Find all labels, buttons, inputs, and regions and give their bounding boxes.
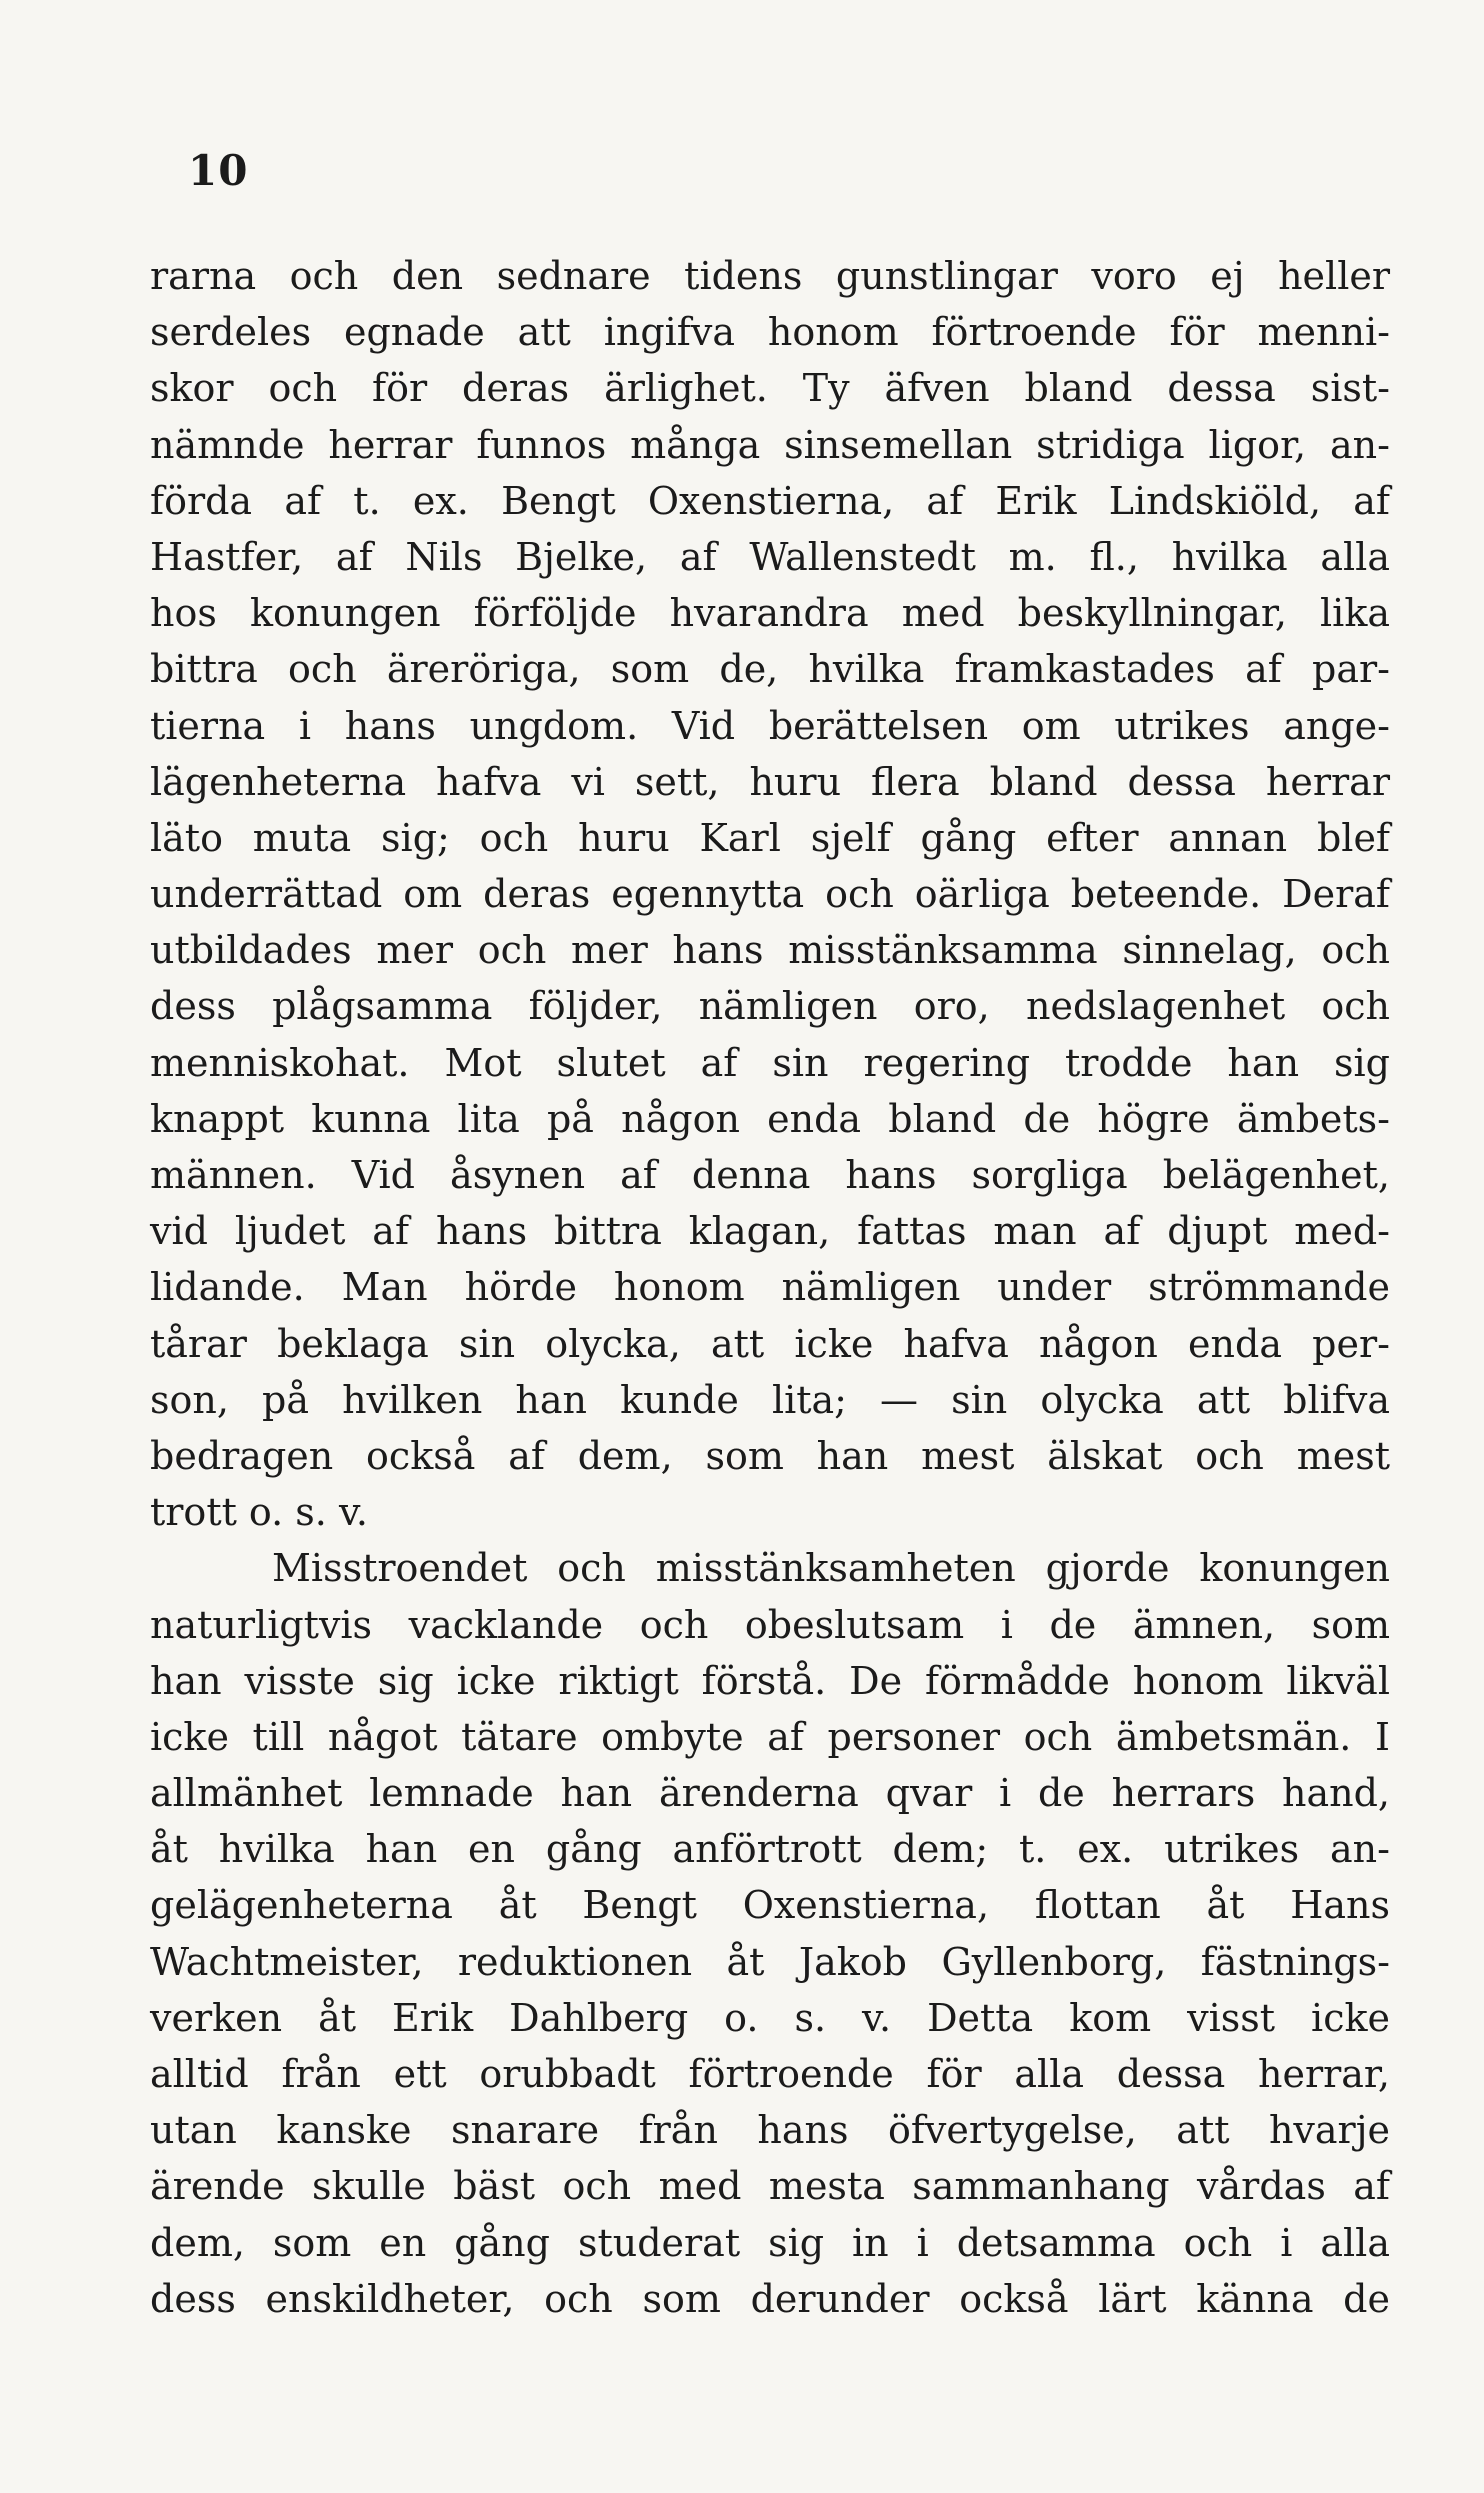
text-line: bittra och äreröriga, som de, hvilka framkastades af par-	[150, 647, 1390, 692]
text-line: utbildades mer och mer hans misstänksamma sinnelag, och	[150, 928, 1390, 973]
text-line: vid ljudet af hans bittra klagan, fattas man af djupt med-	[150, 1209, 1390, 1254]
text-line: hos konungen förföljde hvarandra med beskyllningar, lika	[150, 591, 1390, 636]
text-line: skor och för deras ärlighet. Ty äfven bland dessa sist-	[150, 366, 1390, 411]
text-line: menniskohat. Mot slutet af sin regering trodde han sig	[150, 1040, 1390, 1085]
text-line: nämnde herrar funnos många sinsemellan stridiga ligor, an-	[150, 422, 1390, 467]
text-line: underrättad om deras egennytta och oärliga beteende. Deraf	[150, 872, 1390, 917]
text-line: dess plågsamma följder, nämligen oro, nedslagenhet och	[150, 984, 1390, 1029]
text-line: förda af t. ex. Bengt Oxenstierna, af Erik Lindskiöld, af	[150, 478, 1390, 523]
text-line: gelägenheterna åt Bengt Oxenstierna, flottan åt Hans	[150, 1883, 1390, 1928]
text-line: läto muta sig; och huru Karl sjelf gång efter annan blef	[150, 815, 1390, 860]
text-line: knappt kunna lita på någon enda bland de högre ämbets-	[150, 1096, 1390, 1141]
text-line: Hastfer, af Nils Bjelke, af Wallenstedt m. fl., hvilka alla	[150, 534, 1390, 579]
text-line: alltid från ett orubbadt förtroende för alla dessa herrar,	[150, 2052, 1390, 2096]
text-line: dem, som en gång studerat sig in i detsamma och i alla	[150, 2220, 1390, 2265]
paragraph-start-line: Misstroendet och misstänksamheten gjorde konungen	[272, 1546, 1390, 1591]
paragraph-end-line: trott o. s. v.	[150, 1490, 368, 1535]
text-line: Wachtmeister, reduktionen åt Jakob Gyllenborg, fästnings-	[150, 1939, 1390, 1984]
page-number: 10	[188, 146, 249, 195]
text-line: verken åt Erik Dahlberg o. s. v. Detta kom visst icke	[150, 1995, 1390, 2040]
text-line: tierna i hans ungdom. Vid berättelsen om utrikes ange-	[150, 703, 1390, 748]
text-line: åt hvilka han en gång anförtrott dem; t. ex. utrikes an-	[150, 1827, 1390, 1872]
text-line: ärende skulle bäst och med mesta sammanhang vårdas af	[150, 2164, 1390, 2209]
text-line: naturligtvis vacklande och obeslutsam i de ämnen, som	[150, 1602, 1390, 1647]
body-text	[150, 248, 1390, 2327]
text-line: männen. Vid åsynen af denna hans sorgliga belägenhet,	[150, 1153, 1390, 1197]
text-line: rarna och den sednare tidens gunstlingar voro ej heller	[150, 254, 1390, 298]
text-line: lidande. Man hörde honom nämligen under strömmande	[150, 1265, 1390, 1310]
text-line: dess enskildheter, och som derunder också lärt känna de	[150, 2276, 1390, 2321]
text-line: son, på hvilken han kunde lita; — sin olycka att blifva	[150, 1377, 1390, 1422]
text-line: utan kanske snarare från hans öfvertygelse, att hvarje	[150, 2108, 1390, 2153]
text-line: allmänhet lemnade han ärenderna qvar i de herrars hand,	[150, 1771, 1390, 1816]
text-line: bedragen också af dem, som han mest älskat och mest	[150, 1433, 1390, 1478]
text-line: tårar beklaga sin olycka, att icke hafva någon enda per-	[150, 1321, 1390, 1366]
text-line: icke till något tätare ombyte af personer och ämbetsmän. I	[150, 1714, 1390, 1759]
text-line: han visste sig icke riktigt förstå. De förmådde honom likväl	[150, 1658, 1390, 1703]
text-line: lägenheterna hafva vi sett, huru flera bland dessa herrar	[150, 759, 1390, 804]
text-line: serdeles egnade att ingifva honom förtroende för menni-	[150, 310, 1390, 355]
